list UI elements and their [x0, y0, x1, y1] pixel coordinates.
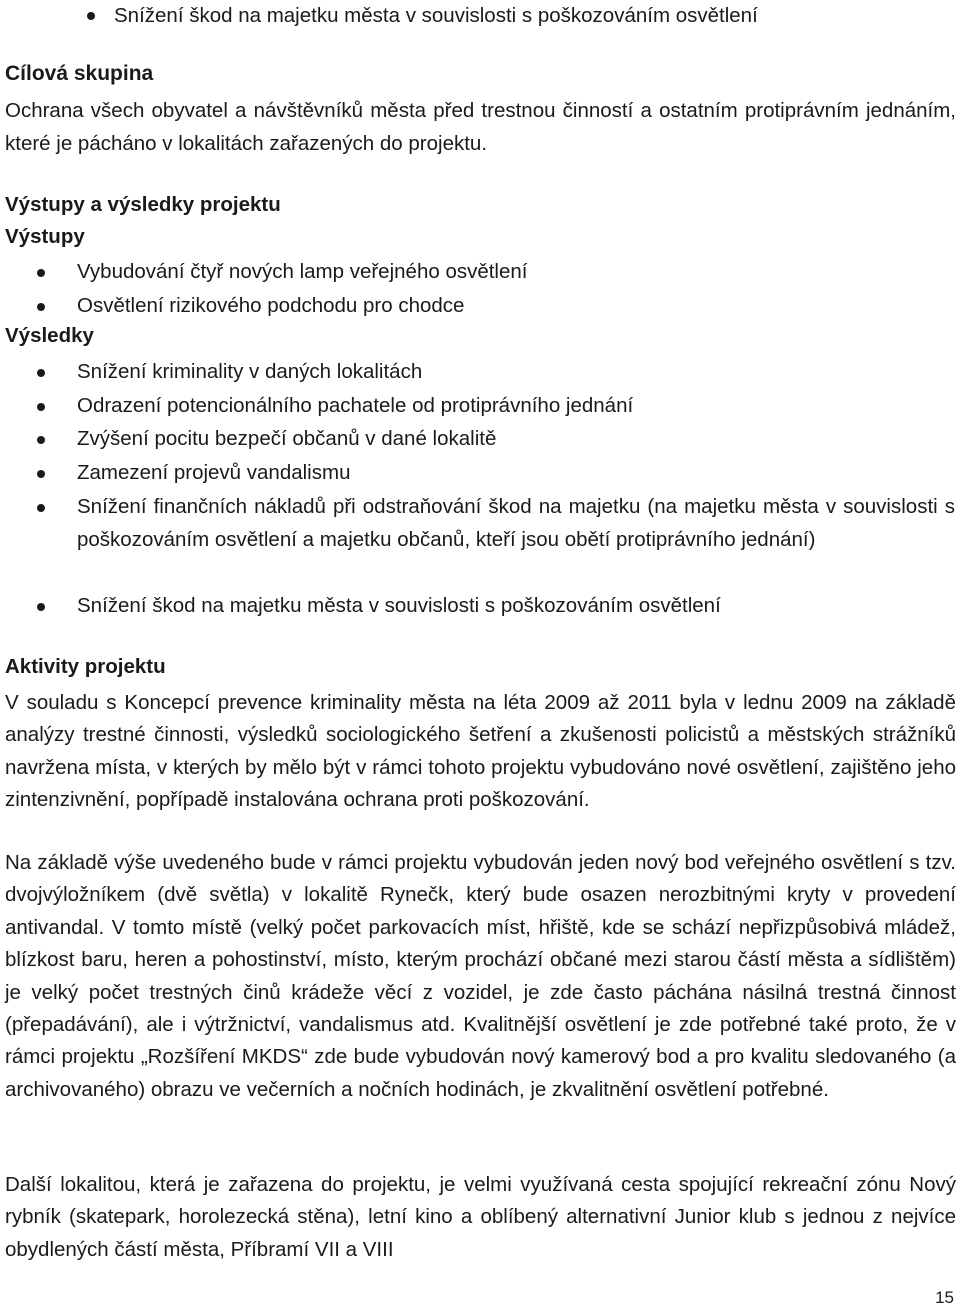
section-heading-outputs-results: Výstupy a výsledky projektu — [5, 193, 281, 216]
target-group-text: Ochrana všech obyvatel a návštěvníků města před trestnou činností a ostatním protiprávním jednáním, které je pácháno v lokalitách zařazených do projektu. — [5, 99, 956, 155]
bullet-icon — [37, 436, 45, 444]
list-item-text: Snížení kriminality v daných lokalitách — [77, 360, 423, 383]
bullet-icon — [37, 403, 45, 411]
bullet-icon — [87, 12, 95, 20]
bullet-icon — [37, 303, 45, 311]
bullet-icon — [37, 603, 45, 611]
subheading-outputs: Výstupy — [5, 225, 85, 248]
activities-paragraph: V souladu s Koncepcí prevence kriminality města na léta 2009 až 2011 byla v lednu 2009 na základě analýzy trestné činnosti, výsledků sociologického šetření a zkušenosti policistů a městských strážníků navržena místa, v kterých by mělo být v rámci tohoto projektu vybudováno nové osvětlení, zajištěno jeho zintenzivnění, popřípadě instalována ochrana proti poškozování. — [5, 691, 956, 812]
activities-paragraph: Další lokalitou, která je zařazena do projektu, je velmi využívaná cesta spojující rekreační zónu Nový rybník (skatepark, horolezecká stěna), letní kino a oblíbený alternativní Junior klub s jednou z nejvíce obydlených částí města, Příbramí VII a VIII — [5, 1173, 956, 1261]
bullet-icon — [37, 504, 45, 512]
page-number: 15 — [935, 1288, 954, 1307]
list-item-text: Snížení škod na majetku města v souvislosti s poškozováním osvětlení — [114, 4, 758, 27]
list-item-text: Snížení finančních nákladů při odstraňování škod na majetku (na majetku města v souvislosti s poškozováním osvětlení a majetku občanů, kteří jsou obětí protiprávního jednání) — [77, 495, 955, 551]
bullet-icon — [37, 470, 45, 478]
list-item-text: Snížení škod na majetku města v souvislosti s poškozováním osvětlení — [77, 594, 721, 617]
list-item-text: Vybudování čtyř nových lamp veřejného osvětlení — [77, 260, 528, 283]
section-heading-target-group: Cílová skupina — [5, 62, 154, 85]
section-heading-activities: Aktivity projektu — [5, 655, 166, 678]
subheading-results: Výsledky — [5, 324, 94, 347]
activities-paragraph: Na základě výše uvedeného bude v rámci projektu vybudován jeden nový bod veřejného osvětlení s tzv. dvojvýložníkem (dvě světla) v lokalitě Rynečk, který bude osazen nerozbitnými kryty v provedení antivandal. V tomto místě (velký počet parkovacích míst, hřiště, kde se schází nepřizpůsobivá mládež, blízkost baru, heren a pohostinství, místo, kterým prochází občané mezi starou částí města a sídlištěm) je velký počet trestných činů krádeže věcí z vozidel, je zde často páchána násilná trestná činnost (přepadávání), ale i výtržnictví, vandalismus atd. Kvalitnější osvětlení je zde potřebné také proto, že v rámci projektu „Rozšíření MKDS“ zde bude vybudován nový kamerový bod a pro kvalitu sledovaného (a archivovaného) obrazu ve večerních a nočních hodinách, je zkvalitnění osvětlení potřebné. — [5, 851, 956, 1101]
bullet-icon — [37, 369, 45, 377]
list-item-text: Zamezení projevů vandalismu — [77, 461, 351, 484]
list-item-text: Zvýšení pocitu bezpečí občanů v dané lokalitě — [77, 427, 497, 450]
bullet-icon — [37, 269, 45, 277]
list-item-text: Odrazení potencionálního pachatele od protiprávního jednání — [77, 394, 634, 417]
list-item-text: Osvětlení rizikového podchodu pro chodce — [77, 294, 465, 317]
